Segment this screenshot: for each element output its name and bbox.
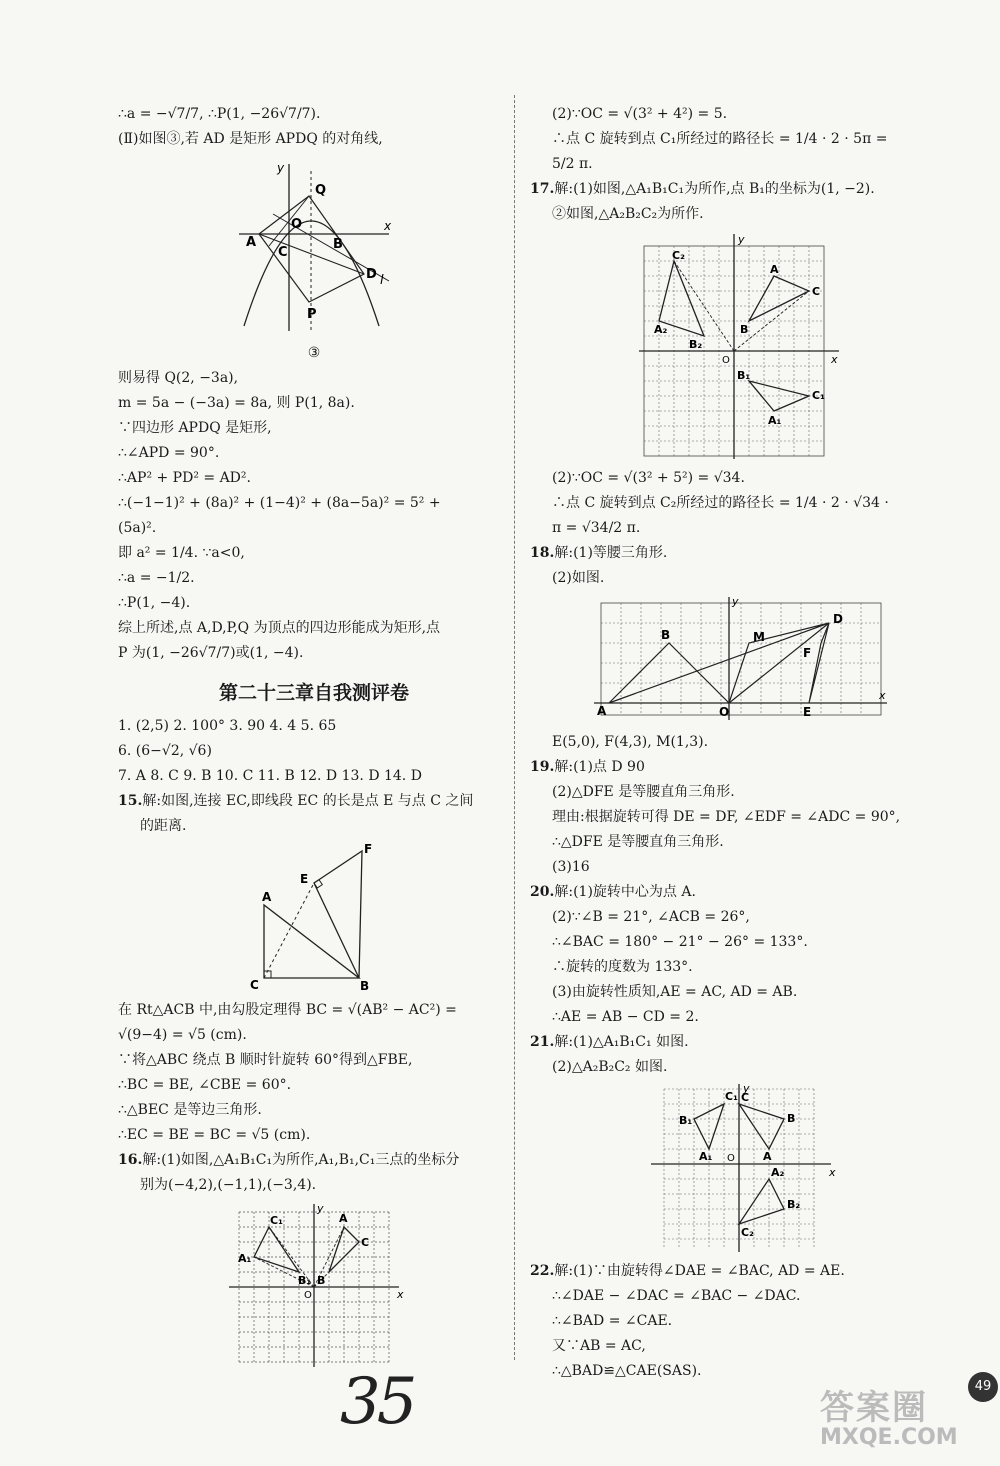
question-18 bbox=[530, 542, 948, 564]
figure-q15-triangles bbox=[234, 843, 394, 993]
text-line: 在 Rt△ACB 中,由勾股定理得 BC = √(AB² − AC²) = bbox=[118, 1002, 457, 1018]
text-line: ∴AE = AB − CD = 2. bbox=[552, 1009, 699, 1025]
text-line: (3)由旋转性质知,AE = AC, AD = AB. bbox=[552, 984, 798, 1000]
triangle-ABC bbox=[739, 1104, 784, 1149]
label-O: O bbox=[291, 217, 303, 232]
text-line: (5a)². bbox=[118, 520, 157, 536]
label-B: B bbox=[317, 1274, 326, 1287]
text-line: ∴∠BAD = ∠CAE. bbox=[552, 1313, 673, 1329]
text-line: √(9−4) = √5 (cm). bbox=[118, 1027, 247, 1043]
label-F: F bbox=[803, 646, 812, 660]
label-x: x bbox=[879, 689, 886, 702]
label-A1: A₁ bbox=[768, 414, 782, 427]
figure-caption: ③ bbox=[307, 345, 321, 361]
figure-q18-grid bbox=[589, 595, 889, 725]
label-C2: C₂ bbox=[741, 1226, 754, 1239]
text-line: 则易得 Q(2, −3a), bbox=[118, 370, 239, 386]
text-line: ②如图,△A₂B₂C₂为所作. bbox=[552, 206, 704, 222]
label-A2: A₂ bbox=[654, 323, 668, 336]
triangle-ACB bbox=[264, 905, 359, 978]
text-line: ∴∠APD = 90°. bbox=[118, 445, 220, 461]
label-D: D bbox=[366, 267, 377, 282]
text-line: (2)∵OC = √(3² + 5²) = √34. bbox=[552, 470, 745, 486]
column-divider bbox=[514, 95, 515, 1360]
question-number: 17. bbox=[530, 181, 555, 197]
handwritten-page-number: 35 bbox=[340, 1365, 414, 1439]
label-F: F bbox=[364, 843, 373, 856]
text-line: 解:(1)如图,△A₁B₁C₁为所作,点 B₁的坐标为(1, −2). bbox=[554, 181, 875, 197]
text-line: 理由:根据旋转可得 DE = DF, ∠EDF = ∠ADC = 90°, bbox=[552, 809, 901, 825]
figure-3-parabola bbox=[229, 156, 399, 336]
label-A: A bbox=[770, 263, 779, 276]
text-line: 解:(1)△A₁B₁C₁ 如图. bbox=[554, 1034, 689, 1050]
watermark-url: MXQE.COM bbox=[820, 1425, 958, 1450]
text-line: ∴AP² + PD² = AD². bbox=[118, 470, 251, 486]
text-line: ∴△BEC 是等边三角形. bbox=[118, 1102, 262, 1118]
text-line: ∴∠DAE − ∠DAC = ∠BAC − ∠DAC. bbox=[552, 1288, 801, 1304]
text-line: ∴BC = BE, ∠CBE = 60°. bbox=[118, 1077, 292, 1093]
label-C1: C₁ bbox=[725, 1090, 738, 1103]
text-line: 解:(1)等腰三角形. bbox=[554, 545, 668, 561]
question-22 bbox=[530, 1260, 948, 1282]
text-line: (2)△DFE 是等腰直角三角形. bbox=[552, 784, 735, 800]
label-O: O bbox=[727, 1153, 735, 1164]
label-A1: A₁ bbox=[699, 1150, 713, 1163]
text-line: ∴点 C 旋转到点 C₂所经过的路径长 = 1/4 · 2 · √34 · bbox=[552, 495, 889, 511]
question-number: 20. bbox=[530, 884, 555, 900]
text-line: ∴△BAD≌△CAE(SAS). bbox=[552, 1363, 702, 1379]
text-line: ∴点 C 旋转到点 C₁所经过的路径长 = 1/4 · 2 · 5π = bbox=[552, 131, 888, 147]
label-x: x bbox=[397, 1288, 404, 1301]
label-A: A bbox=[262, 890, 272, 904]
label-C2: C₂ bbox=[672, 249, 685, 262]
answer-line: 7. A 8. C 9. B 10. C 11. B 12. D 13. D 14. D bbox=[118, 768, 422, 784]
label-O: O bbox=[719, 705, 730, 719]
label-B1: B₁ bbox=[298, 1274, 312, 1287]
question-15 bbox=[118, 790, 510, 812]
text-line: (2)∵∠B = 21°, ∠ACB = 26°, bbox=[552, 909, 750, 925]
question-20 bbox=[530, 881, 948, 903]
label-B: B bbox=[787, 1112, 796, 1125]
text-line: ∴a = −√7/7, ∴P(1, −26√7/7). bbox=[118, 106, 321, 122]
text-line: 解:(1)旋转中心为点 A. bbox=[554, 884, 696, 900]
segment-EC bbox=[264, 883, 314, 978]
text-line: 解:(1)点 D 90 bbox=[554, 759, 645, 775]
answer-line: 1. (2,5) 2. 100° 3. 90 4. 4 5. 65 bbox=[118, 718, 337, 734]
text-line: ∵四边形 APDQ 是矩形, bbox=[118, 420, 272, 436]
answer-line: 6. (6−√2, √6) bbox=[118, 743, 212, 759]
text-line: m = 5a − (−3a) = 8a, 则 P(1, 8a). bbox=[118, 395, 355, 411]
text-line: π = √34/2 π. bbox=[552, 520, 641, 536]
label-C1: C₁ bbox=[812, 389, 825, 402]
question-number: 19. bbox=[530, 759, 555, 775]
page-badge: 49 bbox=[968, 1372, 998, 1402]
label-C: C bbox=[278, 245, 288, 260]
watermark-logo-text: 答案圈 bbox=[820, 1388, 928, 1428]
text-line: P 为(1, −26√7/7)或(1, −4). bbox=[118, 645, 304, 661]
label-B: B bbox=[661, 628, 671, 642]
label-x: x bbox=[831, 353, 838, 366]
text-line: ∴EC = BE = BC = √5 (cm). bbox=[118, 1127, 311, 1143]
label-B: B bbox=[360, 979, 370, 993]
label-C: C bbox=[361, 1236, 370, 1249]
figure-q17-grid bbox=[634, 231, 844, 461]
label-y: y bbox=[743, 1084, 750, 1095]
left-column bbox=[118, 100, 510, 1378]
triangle-A2B2C2 bbox=[739, 1179, 784, 1224]
text-line: 5/2 π. bbox=[552, 156, 593, 172]
text-line: 即 a² = 1/4. ∵a<0, bbox=[118, 545, 245, 561]
label-A: A bbox=[246, 235, 257, 250]
label-E: E bbox=[803, 705, 812, 719]
question-number: 22. bbox=[530, 1263, 555, 1279]
label-A1: A₁ bbox=[238, 1252, 252, 1265]
figure-q16-grid bbox=[219, 1202, 409, 1372]
label-l: l bbox=[380, 273, 384, 288]
label-B1: B₁ bbox=[737, 369, 751, 382]
text-line: ∴(−1−1)² + (8a)² + (1−4)² + (8a−5a)² = 5² + bbox=[118, 495, 441, 511]
triangle-A1B1C1 bbox=[254, 1227, 299, 1272]
question-16 bbox=[118, 1149, 510, 1171]
text-line: ∴△DFE 是等腰直角三角形. bbox=[552, 834, 724, 850]
text-line: (Ⅱ)如图③,若 AD 是矩形 APDQ 的对角线, bbox=[118, 131, 383, 147]
text-line: ∴a = −1/2. bbox=[118, 570, 195, 586]
label-x: x bbox=[829, 1166, 836, 1179]
question-number: 15. bbox=[118, 793, 143, 809]
label-y: y bbox=[732, 595, 739, 608]
label-P: P bbox=[307, 307, 317, 322]
label-B: B bbox=[740, 323, 749, 336]
label-D: D bbox=[833, 612, 843, 626]
text-line: ∴∠BAC = 180° − 21° − 26° = 133°. bbox=[552, 934, 808, 950]
label-C: C bbox=[812, 285, 821, 298]
question-19 bbox=[530, 756, 948, 778]
text-line: 的距离. bbox=[140, 818, 187, 834]
text-line: 综上所述,点 A,D,P,Q 为顶点的四边形能成为矩形,点 bbox=[118, 620, 441, 636]
text-line: ∴P(1, −4). bbox=[118, 595, 191, 611]
text-line: (2)∵OC = √(3² + 4²) = 5. bbox=[552, 106, 728, 122]
label-y: y bbox=[738, 233, 745, 246]
text-line: E(5,0), F(4,3), M(1,3). bbox=[552, 734, 709, 750]
right-column bbox=[530, 100, 948, 1385]
question-17 bbox=[530, 178, 948, 200]
label-B: B bbox=[333, 237, 343, 252]
label-B1: B₁ bbox=[679, 1114, 693, 1127]
label-A2: A₂ bbox=[771, 1166, 785, 1179]
question-21 bbox=[530, 1031, 948, 1053]
label-M: M bbox=[753, 630, 765, 644]
label-y: y bbox=[317, 1202, 324, 1215]
label-E: E bbox=[300, 872, 309, 886]
label-B2: B₂ bbox=[689, 338, 703, 351]
text-line: ∴旋转的度数为 133°. bbox=[552, 959, 693, 975]
question-number: 21. bbox=[530, 1034, 555, 1050]
label-A: A bbox=[339, 1212, 348, 1225]
text-line: 解:(1)∵由旋转得∠DAE = ∠BAC, AD = AE. bbox=[554, 1263, 845, 1279]
text-line: 又∵AB = AC, bbox=[552, 1338, 646, 1354]
question-number: 18. bbox=[530, 545, 555, 561]
label-O: O bbox=[722, 355, 730, 366]
text-line: 解:(1)如图,△A₁B₁C₁为所作,A₁,B₁,C₁三点的坐标分 bbox=[142, 1152, 460, 1168]
text-line: (2)△A₂B₂C₂ 如图. bbox=[552, 1059, 668, 1075]
label-A: A bbox=[763, 1150, 772, 1163]
figure-q21-grid bbox=[639, 1084, 839, 1254]
section-title: 第二十三章自我测评卷 bbox=[218, 682, 409, 704]
text-line: ∵将△ABC 绕点 B 顺时针旋转 60°得到△FBE, bbox=[118, 1052, 413, 1068]
question-number: 16. bbox=[118, 1152, 143, 1168]
triangle-FBE bbox=[314, 851, 362, 978]
label-C1: C₁ bbox=[270, 1214, 283, 1227]
label-A: A bbox=[597, 704, 607, 718]
label-y: y bbox=[277, 161, 285, 175]
text-line: 解:如图,连接 EC,即线段 EC 的长是点 E 与点 C 之间 bbox=[142, 793, 474, 809]
label-C: C bbox=[250, 978, 259, 992]
text-line: 别为(−4,2),(−1,1),(−3,4). bbox=[140, 1177, 317, 1193]
watermark bbox=[820, 1380, 958, 1450]
text-line: (3)16 bbox=[552, 859, 590, 875]
label-x: x bbox=[384, 219, 392, 233]
label-Q: Q bbox=[315, 183, 327, 198]
label-B2: B₂ bbox=[787, 1198, 801, 1211]
label-C: C bbox=[741, 1091, 750, 1104]
text-line: (2)如图. bbox=[552, 570, 605, 586]
label-O: O bbox=[304, 1290, 312, 1301]
